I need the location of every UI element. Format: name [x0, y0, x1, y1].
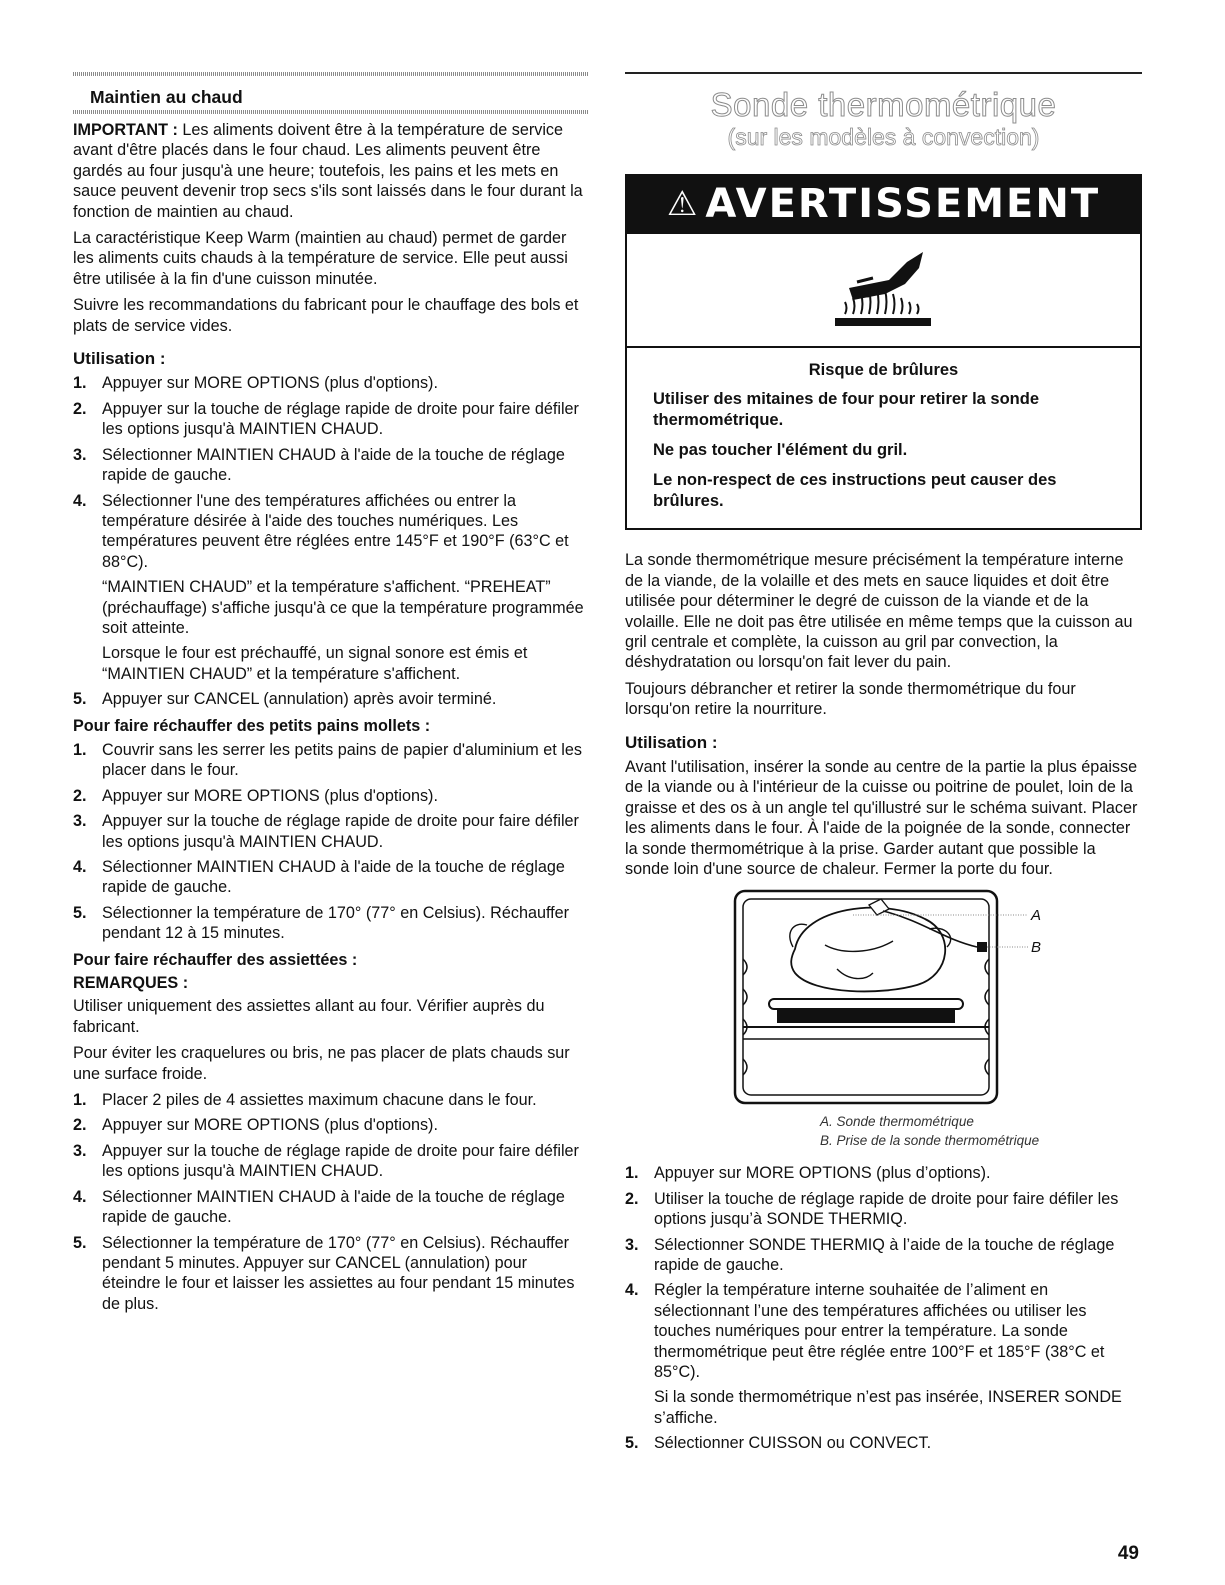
- list-item: 3. Sélectionner MAINTIEN CHAUD à l'aide de la touche de réglage rapide de gauche.: [73, 445, 565, 485]
- label-a: A: [1031, 907, 1042, 925]
- oven-probe-figure: [733, 889, 1142, 1109]
- caption-a: A. Sonde thermométrique: [820, 1114, 974, 1130]
- list-item: 2. Appuyer sur MORE OPTIONS (plus d'options).: [73, 786, 438, 805]
- list-item: 2. Appuyer sur MORE OPTIONS (plus d'options).: [73, 1116, 438, 1135]
- rolls-subtitle: Pour faire réchauffer des petits pains mollets :: [73, 716, 431, 735]
- list-item: 3. Appuyer sur la touche de réglage rapide de droite pour faire défiler les options jusqu'à MAINTIEN CHAUD.: [73, 812, 579, 851]
- plates-steps: [73, 1090, 589, 1314]
- important-label: IMPORTANT :: [73, 121, 178, 139]
- section-title: Maintien au chaud: [90, 87, 243, 107]
- warning-banner: [627, 176, 1140, 234]
- remark-2: Pour éviter les craquelures ou bris, ne pas placer de plats chauds sur une surface froide.: [73, 1044, 570, 1083]
- list-item: 1. Appuyer sur MORE OPTIONS (plus d’options).: [625, 1164, 991, 1183]
- page-number: 49: [1117, 1543, 1139, 1564]
- probe-use-paragraph: Avant l'utilisation, insérer la sonde au centre de la partie la plus épaisse de la viande ou à l'intérieur de la cuisse ou poitrine de poulet, loin de la graisse et des os à un angle tel qu'illustré sur le schéma suivant. Placer les aliments dans le four. À l'aide de la poignée de la sonde, connecter la sonde thermométrique à la prise. Garder autant que possible la sonde loin d'une source de chaleur. Fermer la porte du four.: [625, 757, 1138, 878]
- list-item: 3. Appuyer sur la touche de réglage rapide de droite pour faire défiler les options jusqu'à MAINTIEN CHAUD.: [73, 1141, 579, 1181]
- hatch-rule-bottom: [73, 110, 589, 114]
- use-steps: [73, 373, 589, 709]
- list-item: 4. Sélectionner l'une des températures affichées ou entrer la température désirée à l'aide des touches numériques. Les températures peuvent être réglées entre 145°F et 190°F (63°C et 88°C). “MAINTIEN CHAUD” et la température s'affichent. “PREHEAT” (préchauffage) s'affiche jusqu'à ce que la température programmée soit atteinte. Lorsque le four est préchauffé, un signal sonore est émis et “MAINTIEN CHAUD” et la température s'affichent.: [73, 491, 584, 683]
- probe-paragraph-1: La sonde thermométrique mesure précisément la température interne de la viande, de la volaille et des mets en sauce liquides et doit être utilisée pour déterminer le degré de cuisson de la viande et de la volaille. Elle ne doit pas être utilisée en même temps que la cuisson au gril centrale et complète, la cuisson au gril par convection, la déshydratation ou lorsqu'on fait lever du pain.: [625, 551, 1133, 672]
- left-column: [73, 72, 589, 1320]
- list-item: 5. Sélectionner la température de 170° (77° en Celsius). Réchauffer pendant 5 minutes. Appuyer sur CANCEL (annulation) pour éteindre le four et laisser les assiettes au four pendant 15 minutes de plus.: [73, 1233, 575, 1313]
- manufacturer-paragraph: Suivre les recommandations du fabricant pour le chauffage des bols et plats de service vides.: [73, 296, 579, 335]
- keep-warm-paragraph: La caractéristique Keep Warm (maintien au chaud) permet de garder les aliments cuits chauds à la température de service. Elle peut aussi être utilisée à la fin d'une cuisson minutée.: [73, 229, 568, 288]
- list-item: 4. Sélectionner MAINTIEN CHAUD à l'aide de la touche de réglage rapide de gauche.: [73, 858, 565, 897]
- right-column: [625, 72, 1142, 1460]
- important-paragraph: [73, 120, 589, 222]
- probe-use-subtitle: Utilisation :: [625, 732, 718, 752]
- warning-label: AVERTISSEMENT: [705, 181, 1101, 228]
- probe-title: Sonde thermométrique: [710, 86, 1057, 123]
- warning-text: [627, 348, 1140, 529]
- list-item: 4. Régler la température interne souhaitée de l’aliment en sélectionnant l’une des températures affichées ou utiliser les touches numériques pour entrer la température. La sonde thermométrique peut être réglée entre 100°F et 185°F (38°C et 85°C). Si la sonde thermométrique n’est pas insérée, INSERER SONDE s’affiche.: [625, 1281, 1122, 1427]
- top-rule: [625, 72, 1142, 74]
- burn-hazard-pictogram: [627, 234, 1140, 348]
- probe-paragraph-2: Toujours débrancher et retirer la sonde thermométrique du four lorsqu'on retire la nourriture.: [625, 679, 1076, 719]
- warning-hazard: Risque de brûlures: [808, 360, 959, 379]
- list-item: 5. Sélectionner la température de 170° (77° en Celsius). Réchauffer pendant 12 à 15 minutes.: [73, 903, 570, 943]
- warning-line-3: Le non-respect de ces instructions peut causer des brûlures.: [653, 470, 1057, 510]
- list-item: 2. Utiliser la touche de réglage rapide de droite pour faire défiler les options jusqu’à SONDE THERMIQ.: [625, 1189, 1119, 1229]
- list-item: 1. Couvrir sans les serrer les petits pains de papier d'aluminium et les placer dans le four.: [73, 740, 582, 780]
- list-item: 1. Placer 2 piles de 4 assiettes maximum chacune dans le four.: [73, 1091, 537, 1110]
- plates-subtitle: Pour faire réchauffer des assiettées :: [73, 950, 358, 969]
- hatch-rule-top: [73, 72, 589, 76]
- oven-diagram: [733, 889, 1053, 1109]
- important-text: Les aliments doivent être à la température de service avant d'être placés dans le four chaud. Les aliments peuvent être gardés au four jusqu'à une heure; toutefois, les pains et les mets en sauce peuvent devenir trop secs s'ils sont laissés dans le four durant la fonction de maintien au chaud.: [73, 121, 583, 221]
- warning-triangle-icon: ⚠: [666, 184, 700, 225]
- remarks-subtitle: REMARQUES :: [73, 974, 189, 993]
- rolls-steps: [73, 740, 589, 944]
- list-item: 1. Appuyer sur MORE OPTIONS (plus d'options).: [73, 374, 438, 393]
- warning-box: [625, 174, 1142, 531]
- warning-line-2: Ne pas toucher l'élément du gril.: [653, 440, 908, 459]
- list-item: 2. Appuyer sur la touche de réglage rapide de droite pour faire défiler les options jusqu'à MAINTIEN CHAUD.: [73, 399, 579, 439]
- list-item: 5. Appuyer sur CANCEL (annulation) après avoir terminé.: [73, 690, 497, 709]
- caption-b: B. Prise de la sonde thermométrique: [820, 1133, 1040, 1149]
- use-subtitle: Utilisation :: [73, 349, 166, 369]
- label-b: B: [1031, 939, 1042, 957]
- figure-caption: [820, 1113, 1142, 1149]
- list-item: 5. Sélectionner CUISSON ou CONVECT.: [625, 1434, 932, 1453]
- probe-subtitle: (sur les modèles à convection): [727, 123, 1040, 150]
- warning-line-1: Utiliser des mitaines de four pour retirer la sonde thermométrique.: [653, 390, 1040, 430]
- probe-steps: [625, 1163, 1142, 1453]
- list-item: 3. Sélectionner SONDE THERMIQ à l’aide de la touche de réglage rapide de gauche.: [625, 1235, 1115, 1275]
- list-item: 4. Sélectionner MAINTIEN CHAUD à l'aide de la touche de réglage rapide de gauche.: [73, 1187, 565, 1227]
- keep-warm-header: [73, 72, 589, 116]
- remark-1: Utiliser uniquement des assiettes allant au four. Vérifier auprès du fabricant.: [73, 997, 545, 1036]
- hand-heat-icon: [829, 248, 939, 332]
